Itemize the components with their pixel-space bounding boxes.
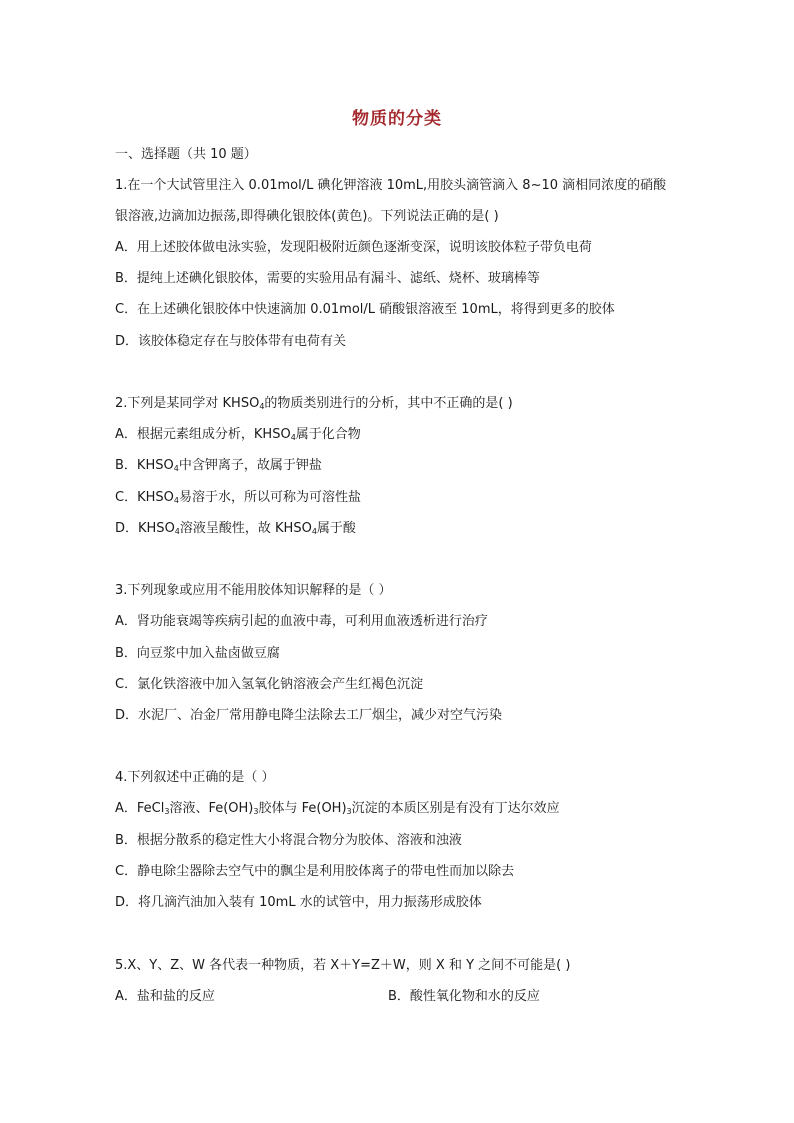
q2-a-pre: A．根据元素组成分析，KHSO <box>115 427 291 442</box>
q1-stem-line1: 1.在一个大试管里注入 0.01mol/L 碘化钾溶液 10mL,用胶头滴管滴入 8~10 滴相同浓度的硝酸 <box>115 178 667 193</box>
q4-a-part4: 沉淀的本质区别是有没有丁达尔效应 <box>351 801 560 816</box>
q2-d-pre: D．KHSO <box>115 521 175 536</box>
q1-option-d: D．该胶体稳定存在与胶体带有电荷有关 <box>115 334 347 349</box>
q2-option-a <box>115 427 361 443</box>
subscript: 4 <box>173 464 179 473</box>
q4-stem: 4.下列叙述中正确的是（ ） <box>115 770 275 785</box>
subscript: 4 <box>259 402 265 411</box>
q5-stem: 5.X、Y、Z、W 各代表一种物质，若 X＋Y=Z＋W，则 X 和 Y 之间不可能是( ) <box>115 958 571 973</box>
section-heading: 一、选择题（共 10 题） <box>115 147 257 162</box>
q2-stem <box>115 396 513 412</box>
q2-stem-post: 的物质类别进行的分析，其中不正确的是( ) <box>264 396 513 411</box>
subscript: 4 <box>290 433 296 442</box>
q1-option-c: C．在上述碘化银胶体中快速滴加 0.01mol/L 硝酸银溶液至 10mL，将得到更多的胶体 <box>115 302 615 317</box>
q2-b-post: 中含钾离子，故属于钾盐 <box>178 458 322 473</box>
q2-stem-pre: 2.下列是某同学对 KHSO <box>115 396 260 411</box>
q2-b-pre: B．KHSO <box>115 458 174 473</box>
q3-option-c: C．氯化铁溶液中加入氢氧化钠溶液会产生红褐色沉淀 <box>115 677 424 692</box>
q2-d-post: 属于酸 <box>316 521 356 536</box>
q2-d-mid: 溶液呈酸性，故 KHSO <box>179 521 312 536</box>
q2-option-d <box>115 521 356 537</box>
q3-option-d: D．水泥厂、冶金厂常用静电降尘法除去工厂烟尘，减少对空气污染 <box>115 708 503 723</box>
q2-option-c <box>115 490 361 506</box>
q5-option-b: B．酸性氧化物和水的反应 <box>388 989 540 1004</box>
q1-option-a: A．用上述胶体做电泳实验，发现阳极附近颜色逐渐变深，说明该胶体粒子带负电荷 <box>115 240 592 255</box>
q3-option-b: B．向豆浆中加入盐卤做豆腐 <box>115 646 280 661</box>
page-title: 物质的分类 <box>352 109 442 129</box>
q4-option-d: D．将几滴汽油加入装有 10mL 水的试管中，用力振荡形成胶体 <box>115 895 482 910</box>
q5-option-a: A．盐和盐的反应 <box>115 989 215 1004</box>
q3-stem: 3.下列现象或应用不能用胶体知识解释的是（ ） <box>115 583 392 598</box>
q4-option-a <box>115 801 560 817</box>
q1-option-b: B．提纯上述碘化银胶体，需要的实验用品有漏斗、滤纸、烧杯、玻璃棒等 <box>115 271 540 286</box>
q3-option-a: A．肾功能衰竭等疾病引起的血液中毒，可利用血液透析进行治疗 <box>115 614 488 629</box>
q4-option-c: C．静电除尘器除去空气中的飘尘是利用胶体离子的带电性而加以除去 <box>115 864 515 879</box>
q4-a-part1: A．FeCl <box>115 801 165 816</box>
q2-option-b <box>115 458 322 474</box>
subscript: 4 <box>174 527 180 536</box>
subscript: 3 <box>346 807 352 816</box>
q4-a-part3: 胶体与 Fe(OH) <box>258 801 347 816</box>
subscript: 4 <box>311 527 317 536</box>
q4-option-b: B．根据分散系的稳定性大小将混合物分为胶体、溶液和浊液 <box>115 833 462 848</box>
subscript: 3 <box>253 807 259 816</box>
q2-a-post: 属于化合物 <box>295 427 361 442</box>
q1-stem-line2: 银溶液,边滴加边振荡,即得碘化银胶体(黄色)。下列说法正确的是( ) <box>115 209 499 224</box>
q4-a-part2: 溶液、Fe(OH) <box>169 801 254 816</box>
q2-c-post: 易溶于水，所以可称为可溶性盐 <box>178 490 361 505</box>
subscript: 3 <box>164 807 170 816</box>
q2-c-pre: C．KHSO <box>115 490 174 505</box>
subscript: 4 <box>173 496 179 505</box>
